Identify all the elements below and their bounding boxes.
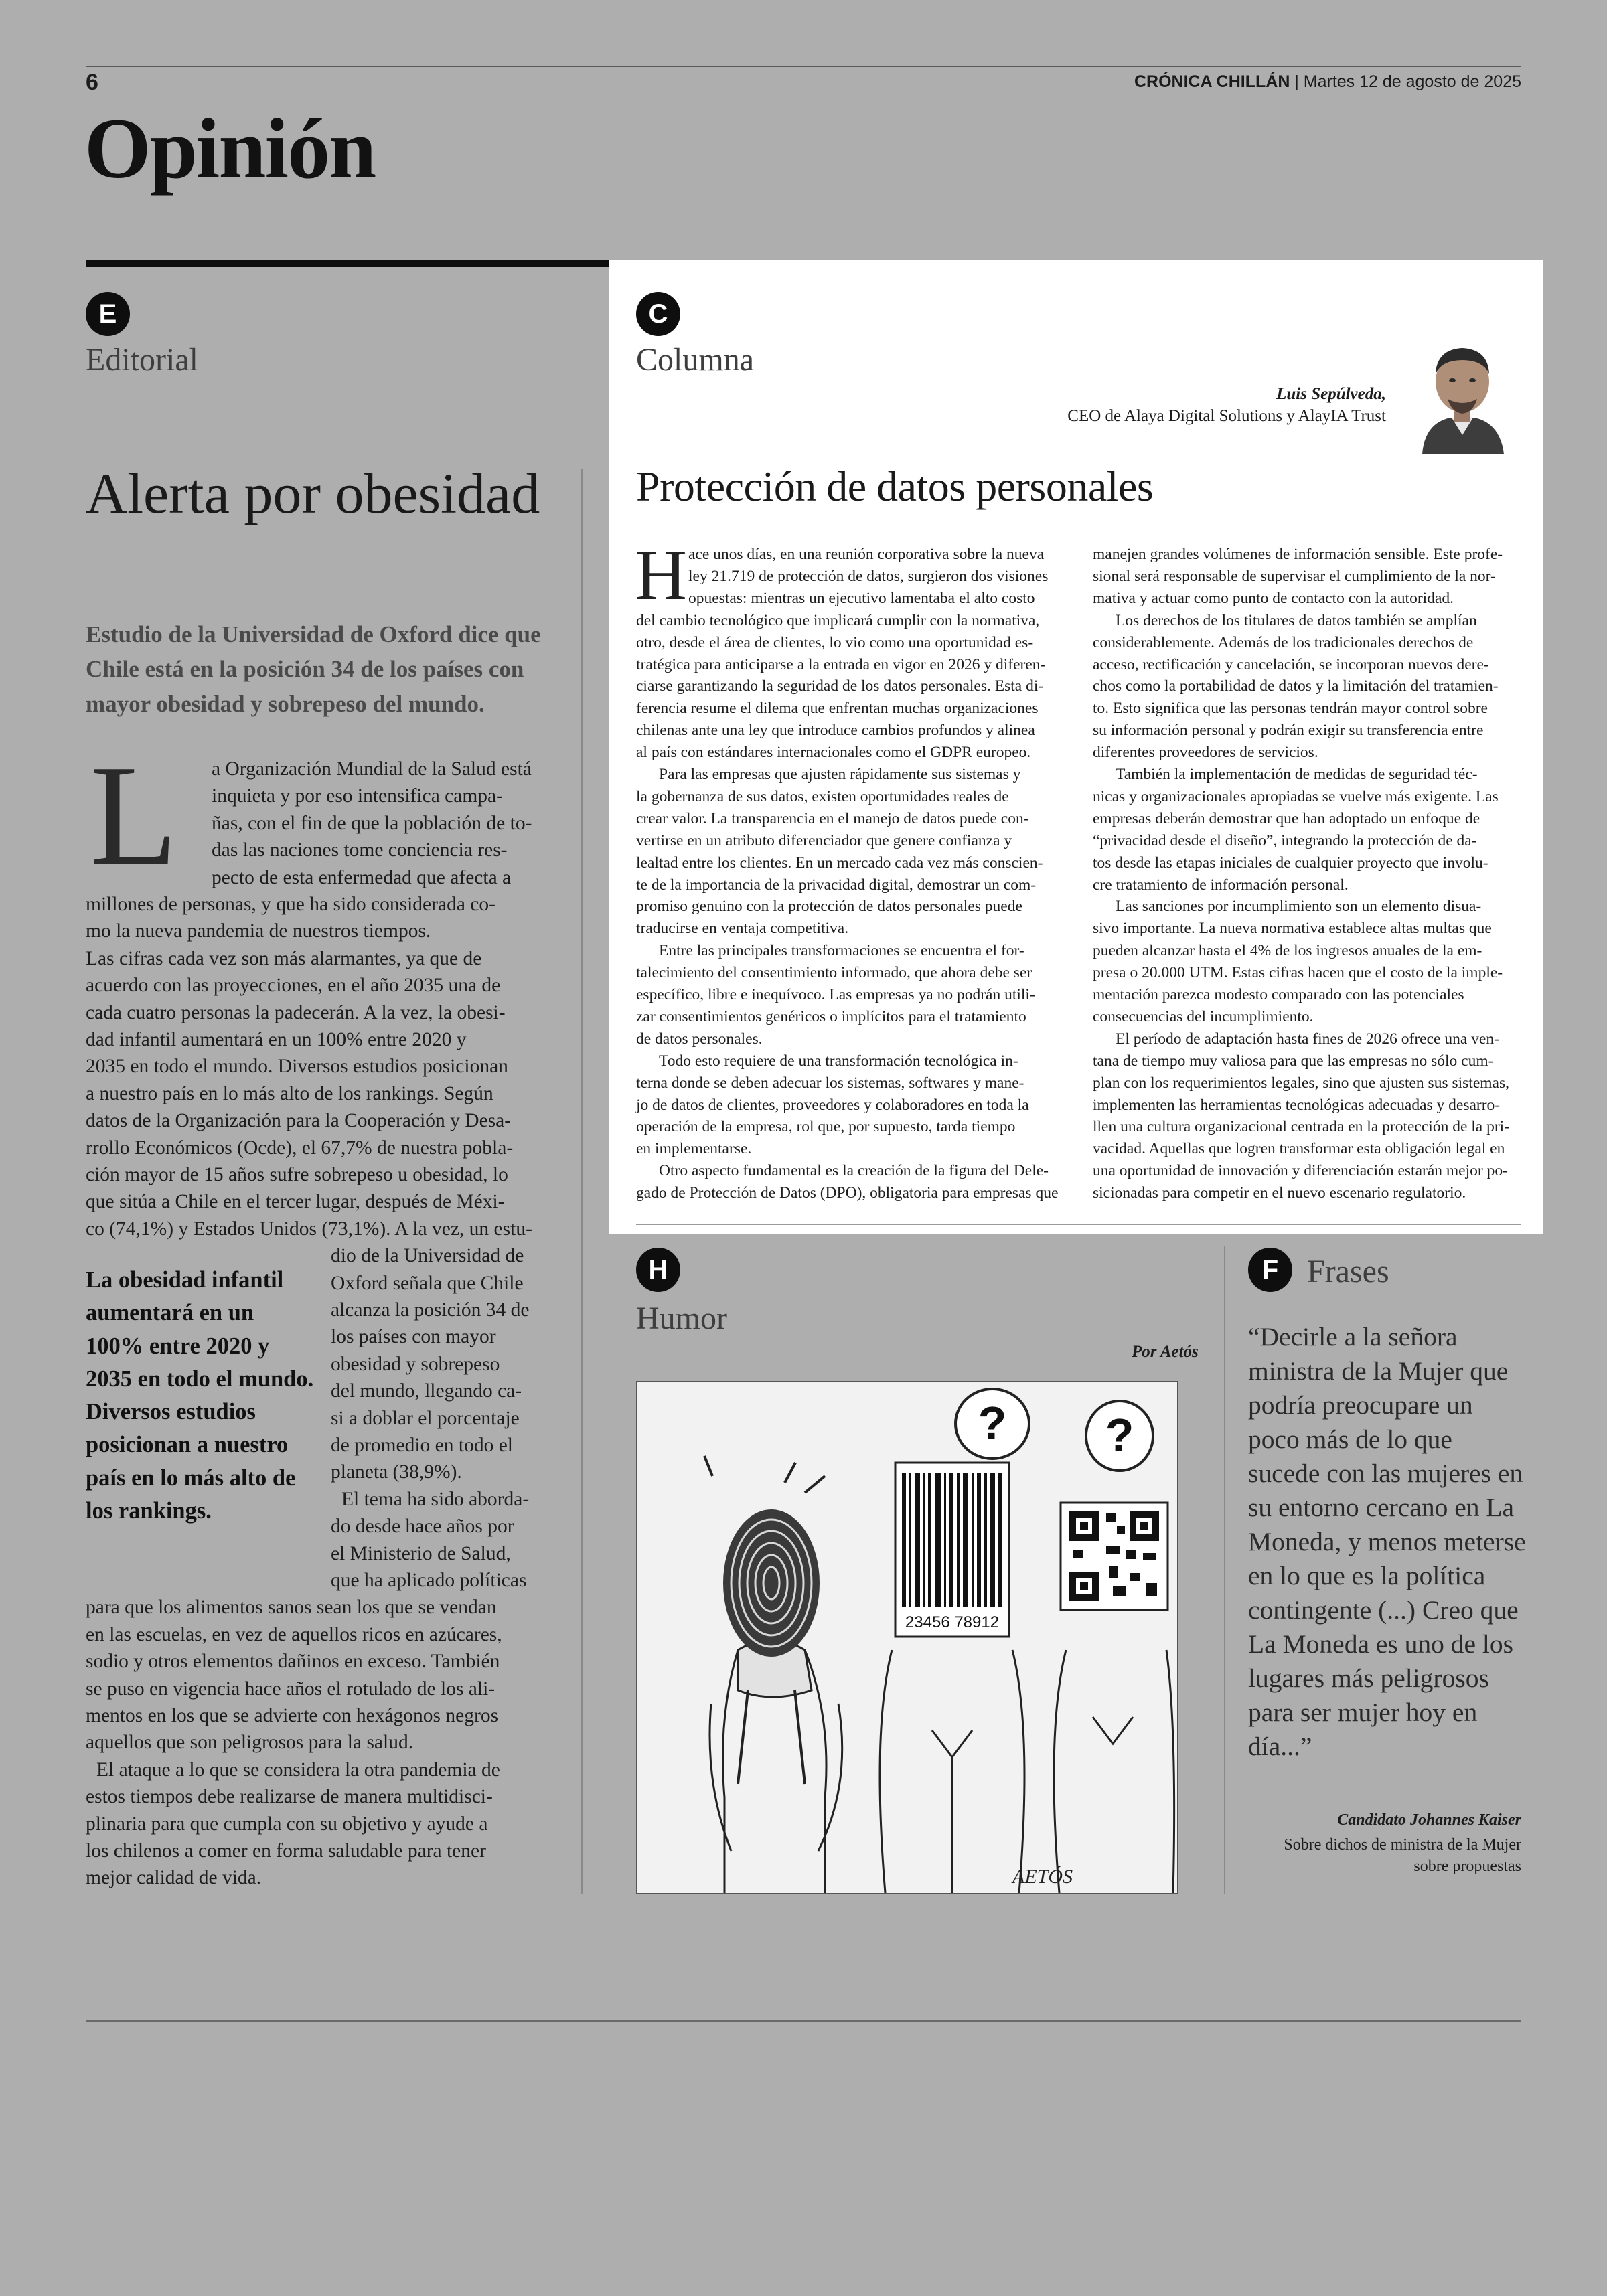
author-role: CEO de Alaya Digital Solutions y AlayIA Trust — [1067, 407, 1386, 425]
editorial-body-line: a nuestro país en lo más alto de los rankings. Según — [86, 1082, 493, 1104]
editorial-body-line: sodio y otros elementos dañinos en exceso. También — [86, 1651, 500, 1673]
column-body-line: otro, desde el área de clientes, lo vio como una oportunidad es- — [636, 633, 1034, 651]
cartoon-image — [636, 1381, 1178, 1894]
column-body-line: al país con estándares internacionales como el GDPR europeo. — [636, 744, 1031, 762]
column-body-line: específico, libre e inequívoco. Las empresas ya no podrán utili- — [636, 986, 1035, 1003]
column-body-line: Todo esto requiere de una transformación tecnológica in- — [659, 1052, 1018, 1070]
column-body-line: ace unos días, en una reunión corporativa sobre la nueva — [688, 546, 1045, 563]
frases-divider — [1224, 1246, 1225, 1894]
column-body-line: una oportunidad de innovación y diferenciación estarán mejor po- — [1093, 1162, 1508, 1180]
editorial-deck: Estudio de la Universidad de Oxford dice que Chile está en la posición 34 de los países con mayor obesidad y sobrepeso del mundo. — [86, 621, 541, 717]
svg-text:?: ? — [978, 1397, 1007, 1449]
editorial-body-line: das las naciones tome conciencia res- — [212, 839, 508, 862]
editorial-badge: E — [86, 292, 130, 336]
column-body-line: Las sanciones por incumplimiento son un elemento disua- — [1116, 898, 1482, 916]
column-body-line: presa o 20.000 UTM. Estas cifras hacen que el costo de la imple- — [1093, 964, 1503, 982]
column-body-line: chos como la portabilidad de datos y la limitación del tratamien- — [1093, 677, 1499, 695]
editorial-body-line: en las escuelas, en vez de aquellos ricos en azúcares, — [86, 1623, 502, 1645]
column-body-line: lealtad entre los clientes. En un mercado cada vez más conscien- — [636, 853, 1043, 872]
column-body-line: de datos personales. — [636, 1030, 763, 1048]
editorial-body-line: que ha aplicado políticas — [331, 1570, 527, 1591]
column-body-line: ciarse garantizando la seguridad de los datos personales. Esta di- — [636, 677, 1044, 695]
issue-date: Martes 12 de agosto de 2025 — [1303, 72, 1521, 91]
column-body-line: acceso, rectificación y cancelación, se incorporan nuevos dere- — [1093, 655, 1489, 673]
author-photo — [1415, 335, 1509, 454]
quote-context — [1284, 1834, 1521, 1877]
quote-context-line-2: sobre propuestas — [1413, 1858, 1521, 1875]
column-body-line: “privacidad desde el diseño”, integrando la protección de da- — [1093, 831, 1477, 849]
editorial-label: Editorial — [86, 342, 198, 378]
column-body-line: del cambio tecnológico que implicará cumplir con la normativa, — [636, 611, 1040, 629]
column-body-line: tos desde las etapas iniciales de cualquier proyecto que involu- — [1093, 853, 1488, 872]
column-body-line: promiso genuino con la protección de datos personales puede — [636, 898, 1022, 916]
column-body-line: sivo importante. La nueva normativa establece altas multas que — [1093, 920, 1492, 938]
column-body-line: manejen grandes volúmenes de información sensible. Este profe- — [1093, 546, 1503, 563]
column-body-line: mentación parezca modesto comparado con las potenciales — [1093, 986, 1464, 1003]
column-body-line: chilenas ante una ley que introduce cambios profundos y alinea — [636, 722, 1035, 740]
editorial-body-line: dio de la Universidad de — [331, 1245, 524, 1267]
column-body-line: sional será responsable de supervisar el cumplimiento de la nor- — [1093, 567, 1496, 585]
humor-label: Humor — [636, 1301, 727, 1336]
editorial-body-line: co (74,1%) y Estados Unidos (73,1%). A la vez, un estu- — [86, 1218, 532, 1240]
column-body-line: zar consentimientos genéricos o implícitos para el tratamiento — [636, 1007, 1026, 1026]
column-body-line: mativa y actuar como punto de contacto con la autoridad. — [1093, 589, 1454, 607]
editorial-body-line: do desde hace años por — [331, 1515, 514, 1538]
column-body-line: gado de Protección de Datos (DPO), obligatoria para empresas que — [636, 1184, 1059, 1202]
editorial-body-line: plinaria para que cumpla con su objetivo y ayude a — [86, 1813, 488, 1835]
editorial-body-line: mentos en los que se advierte con hexágonos negros — [86, 1705, 499, 1726]
editorial-body-line: rrollo Económicos (Ocde), el 67,7% de nuestra pobla- — [86, 1137, 514, 1159]
column-body-line: cre tratamiento de información personal. — [1093, 876, 1349, 894]
page-number: 6 — [86, 70, 98, 95]
editorial-body-line: si a doblar el porcentaje — [331, 1407, 520, 1429]
column-body-line: jo de datos de clientes, proveedores y colaboradores en toda la — [636, 1096, 1029, 1114]
column-body-line: traducirse en ventaja competitiva. — [636, 920, 849, 938]
column-body-line: en implementarse. — [636, 1140, 752, 1158]
editorial-body-line: ción mayor de 15 años sufre sobrepeso u obesidad, lo — [86, 1164, 508, 1185]
editorial-body-line: estos tiempos debe realizarse de manera multidisci- — [86, 1786, 493, 1808]
quote-author: Candidato Johannes Kaiser — [1337, 1811, 1521, 1829]
editorial-body-line: El tema ha sido aborda- — [341, 1488, 530, 1510]
publication-name: CRÓNICA CHILLÁN — [1134, 72, 1290, 91]
editorial-body-line: inquieta y por eso intensifica campa- — [212, 785, 503, 807]
editorial-body-line: para que los alimentos sanos sean los que se vendan — [86, 1596, 497, 1619]
column-body-line: vacidad. Aquellas que logren transformar esta obligación legal en — [1093, 1140, 1505, 1158]
author-name: Luis Sepúlveda, — [1276, 385, 1386, 403]
editorial-body-line: del mundo, llegando ca- — [331, 1380, 522, 1402]
humor-byline: Por Aetós — [1132, 1343, 1199, 1361]
section-title: Opinión — [84, 101, 376, 196]
editorial-body-line: 2035 en todo el mundo. Diversos estudios posicionan — [86, 1056, 508, 1078]
column-divider — [581, 469, 583, 1894]
column-body-line: empresas deberán demostrar que han adoptado un enfoque de — [1093, 809, 1480, 827]
column-body-line: to. Esto significa que las personas tendrán mayor control sobre — [1093, 700, 1488, 718]
editorial-headline: Alerta por obesidad — [86, 461, 540, 525]
column-body-line: consecuencias del incumplimiento. — [1093, 1007, 1314, 1026]
editorial-body-line: los países con mayor — [331, 1326, 496, 1348]
column-body-line: nicas y organizacionales apropiadas se vuelve más exigente. Las — [1093, 787, 1499, 805]
editorial-body-line: los chilenos a comer en forma saludable para tener — [86, 1840, 486, 1862]
bottom-rule — [86, 2020, 1521, 2022]
column-body-line: operación de la empresa, rol que, por supuesto, tarda tiempo — [636, 1118, 1016, 1136]
column-body-line: Entre las principales transformaciones se encuentra el for- — [659, 942, 1024, 960]
editorial-body-line: mo la nueva pandemia de nuestros tiempos. — [86, 920, 431, 942]
column-body-line: sicionadas para competir en el nuevo escenario regulatorio. — [1093, 1184, 1466, 1202]
column-body-line: plan con los requerimientos legales, sino que ajusten sus sistemas, — [1093, 1074, 1509, 1092]
cartoon-signature: AETÓS — [1012, 1866, 1073, 1888]
column-body-line: ley 21.719 de protección de datos, surgieron dos visiones — [688, 567, 1049, 585]
column-body-line: implementen las herramientas tecnológicas adecuadas y desarro- — [1093, 1096, 1501, 1114]
column-body-line: terna donde se deben adecuar los sistemas, softwares y mane- — [636, 1074, 1024, 1092]
column-body-line: te de la importancia de la privacidad digital, demostrar un com- — [636, 876, 1037, 894]
top-rule — [86, 66, 1521, 67]
editorial-drop-cap: L — [90, 735, 178, 895]
editorial-body-line: el Ministerio de Salud, — [331, 1542, 511, 1564]
column-label: Columna — [636, 342, 754, 378]
column-body-line: tratégica para anticiparse a la entrada en vigor en 2026 y diferen- — [636, 655, 1046, 673]
editorial-body-line: a Organización Mundial de la Salud está — [212, 758, 532, 780]
column-body-line: pueden alcanzar hasta el 4% de los ingresos anuales de la em- — [1093, 942, 1482, 960]
editorial-body-line: acuerdo con las proyecciones, en el año 2035 una de — [86, 975, 501, 997]
editorial-body-line: datos de la Organización para la Cooperación y Desa- — [86, 1110, 512, 1132]
dateline — [1134, 72, 1521, 92]
frases-label: Frases — [1307, 1254, 1389, 1289]
column-body-line: considerablemente. Además de los tradicionales derechos de — [1093, 633, 1474, 651]
column-body-line: También la implementación de medidas de seguridad téc- — [1116, 766, 1478, 783]
editorial-body-line: Oxford señala que Chile — [331, 1272, 524, 1294]
frases-quote: “Decirle a la señora ministra de la Mujer que podría preocupare un poco más de lo que sucede con las mujeres en su entorno cercano en La Moneda, y menos meterse en lo que es la política contingente (...) Creo que La Moneda es uno de los lugares más peligrosos para ser mujer hoy en día...” — [1248, 1322, 1526, 1761]
dateline-separator: | — [1290, 72, 1304, 91]
column-body-line: ferencia resume el dilema que enfrentan muchas organizaciones — [636, 700, 1039, 718]
column-body-line: talecimiento del consentimiento informado, que ahora debe ser — [636, 964, 1032, 982]
editorial-body-line: obesidad y sobrepeso — [331, 1353, 500, 1375]
editorial-body-line: cada cuatro personas la padecerán. A la vez, la obesi- — [86, 1001, 506, 1023]
editorial-body-line: mejor calidad de vida. — [86, 1867, 262, 1889]
column-body-line: llen una cultura organizacional centrada en la protección de la pri- — [1093, 1118, 1510, 1136]
column-body-line: diferentes proveedores de servicios. — [1093, 744, 1318, 762]
editorial-body-line: Las cifras cada vez son más alarmantes, ya que de — [86, 947, 482, 969]
column-drop-cap: H — [635, 536, 687, 615]
column-body-line: crear valor. La transparencia en el manejo de datos puede con- — [636, 809, 1029, 827]
column-body-line: vertirse en un atributo diferenciador que genere confianza y — [636, 831, 1012, 849]
editorial-body-line: aquellos que son peligrosos para la salud. — [86, 1732, 414, 1754]
column-body-line: El período de adaptación hasta fines de 2026 ofrece una ven- — [1116, 1030, 1499, 1048]
editorial-body-line: millones de personas, y que ha sido considerada co- — [86, 894, 495, 915]
editorial-body-line: ñas, con el fin de que la población de to- — [212, 812, 532, 834]
editorial-body-line: El ataque a lo que se considera la otra pandemia de — [96, 1758, 500, 1781]
humor-badge: H — [636, 1248, 680, 1292]
column-body-line: opuestas: mientras un ejecutivo lamentaba el alto costo — [688, 589, 1035, 607]
column-bottom-rule — [636, 1224, 1521, 1225]
editorial-body-line: se puso en vigencia hace años el rotulado de los ali- — [86, 1677, 495, 1700]
editorial-body-line: alcanza la posición 34 de — [331, 1299, 530, 1321]
column-body-line: Para las empresas que ajusten rápidamente sus sistemas y — [659, 766, 1021, 783]
editorial-body-line: pecto de esta enfermedad que afecta a — [212, 866, 512, 888]
column-body-line: su información personal y podrán exigir su transferencia entre — [1093, 722, 1484, 740]
frases-badge: F — [1248, 1248, 1292, 1292]
editorial-body-line: de promedio en todo el — [331, 1434, 513, 1456]
editorial-pull-quote: La obesidad infantil aumentará en un 100% entre 2020 y 2035 en todo el mundo. Diversos estudios posicionan a nuestro país en lo más alto de los rankings. — [86, 1267, 314, 1524]
column-body-line: Otro aspecto fundamental es la creación de la figura del Dele- — [659, 1162, 1049, 1180]
svg-text:?: ? — [1105, 1409, 1134, 1461]
quote-context-line-1: Sobre dichos de ministra de la Mujer — [1284, 1836, 1521, 1854]
editorial-body-line: que sitúa a Chile en el tercer lugar, después de Méxi- — [86, 1191, 505, 1213]
column-body-line: la gobernanza de sus datos, existen oportunidades reales de — [636, 787, 1009, 805]
column-body-line: tana de tiempo muy valiosa para que las empresas no sólo cum- — [1093, 1052, 1494, 1070]
editorial-body-line: dad infantil aumentará en un 100% entre 2020 y — [86, 1029, 467, 1050]
column-body-line: Los derechos de los titulares de datos también se amplían — [1116, 611, 1477, 629]
editorial-body-line: planeta (38,9%). — [331, 1461, 462, 1483]
column-headline: Protección de datos personales — [636, 463, 1154, 510]
barcode-number: 23456 78912 — [905, 1613, 1000, 1631]
column-badge: C — [636, 292, 680, 336]
